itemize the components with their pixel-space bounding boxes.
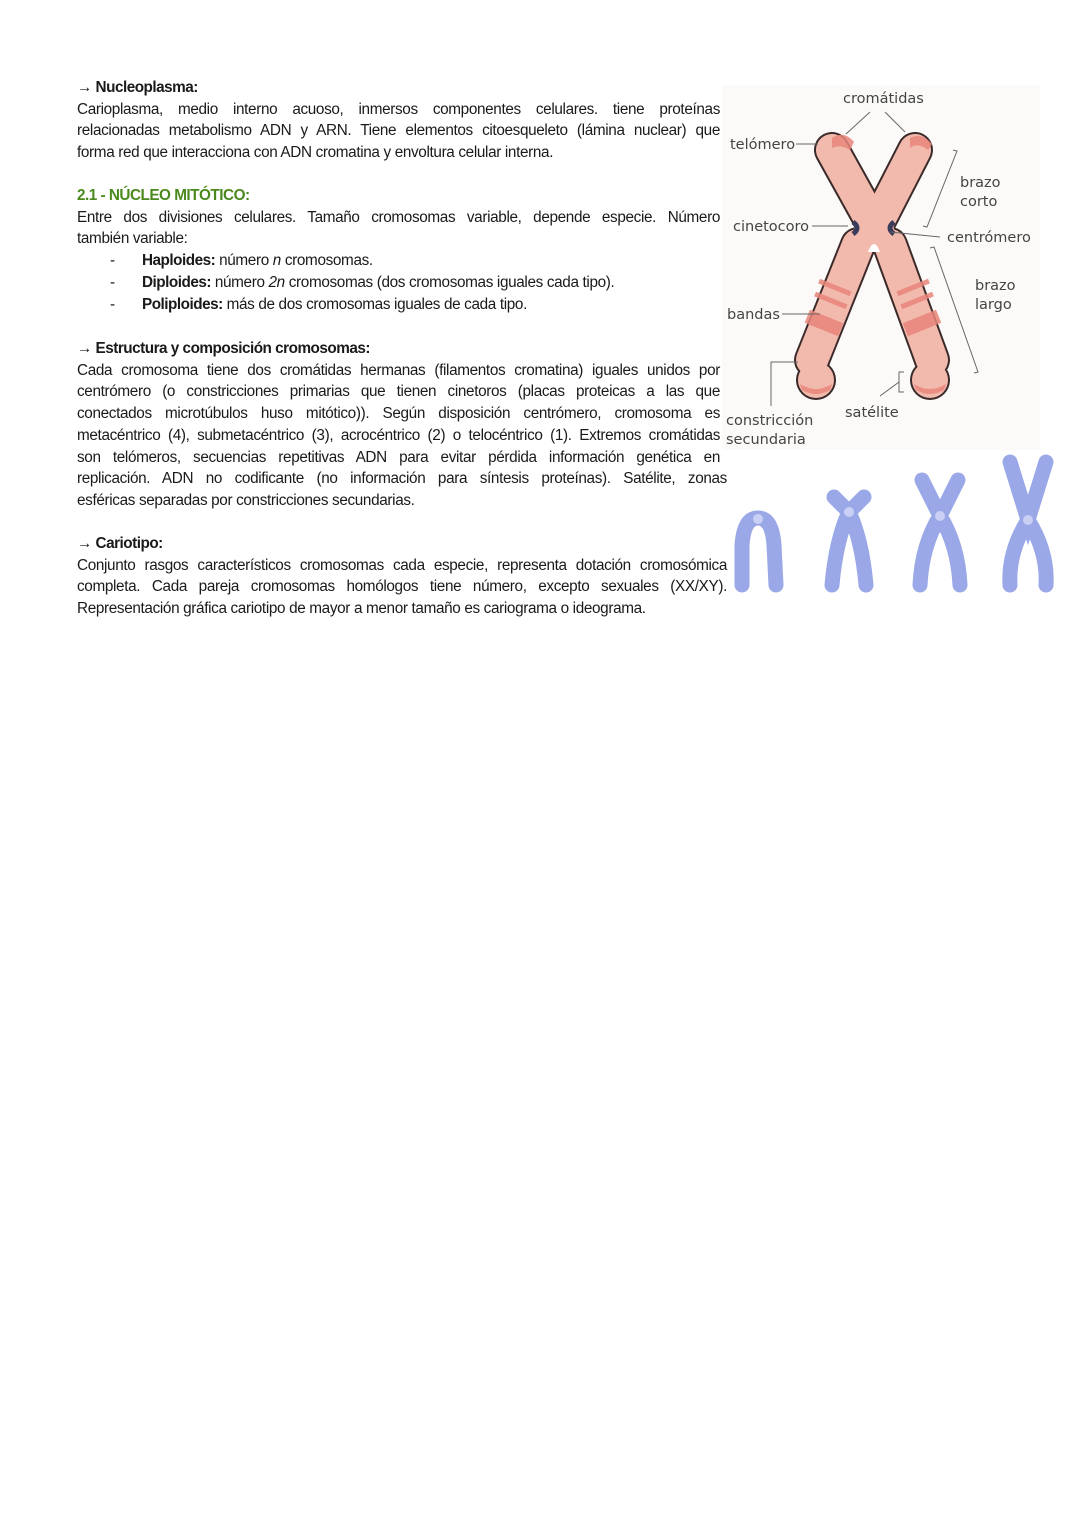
label-centromero: centrómero <box>947 230 1031 246</box>
bullet: - <box>110 273 115 291</box>
paragraph-line: Carioplasma, medio interno acuoso, inmersos componentes celulares. tiene proteínas <box>77 100 720 118</box>
paragraph-line: completa. Cada pareja cromosomas homólogos tiene número, excepto sexuales (XX/XY). <box>77 578 727 596</box>
label-cromatidas: cromátidas <box>843 91 924 107</box>
label-satelite: satélite <box>845 405 899 421</box>
label-constriccion: constricción <box>726 413 814 429</box>
label-brazo-largo: brazo <box>975 278 1016 294</box>
estructura-heading: → Estructura y composición cromosomas: <box>77 340 370 357</box>
label-brazo-corto: brazo <box>960 175 1001 191</box>
nucleoplasma-heading: → Nucleoplasma: <box>77 79 198 96</box>
label-constriccion: secundaria <box>726 432 806 448</box>
term: Poliploides: <box>142 295 223 313</box>
paragraph-line: metacéntrico (4), submetacéntrico (3), acrocéntrico (2) o telocéntrico (1). Extremos cromátidas <box>77 426 720 444</box>
term: Haploides: <box>142 252 216 270</box>
paragraph-line: también variable: <box>77 230 188 248</box>
text: n <box>272 252 281 270</box>
text: cromosomas (dos cromosomas iguales cada tipo). <box>284 273 615 291</box>
label-telomero: telómero <box>730 137 796 153</box>
paragraph-line: Entre dos divisiones celulares. Tamaño cromosomas variable, depende especie. Número <box>77 208 720 226</box>
label-bandas: bandas <box>727 307 780 323</box>
term: Diploides: <box>142 273 211 291</box>
paragraph-line: Representación gráfica cariotipo de mayor a menor tamaño es cariograma o ideograma. <box>77 600 646 618</box>
paragraph-line: relacionadas metabolismo ADN y ARN. Tiene elementos citoesqueleto (lámina nuclear) que <box>77 122 720 140</box>
chromosome-diagram <box>0 0 1080 620</box>
paragraph-line: replicación. ADN no codificante (no información para síntesis proteínas). Satélite, zonas <box>77 470 727 488</box>
paragraph-line: forma red que interacciona con ADN cromatina y envoltura celular interna. <box>77 144 554 162</box>
text: 2n <box>268 273 285 291</box>
label-cinetocoro: cinetocoro <box>733 219 810 235</box>
paragraph-line: esféricas separadas por constricciones secundarias. <box>77 491 415 509</box>
paragraph-line: son telómeros, secuencias repetitivas ADN para evitar pérdida información genética en <box>77 448 720 466</box>
telocentric-chromosome <box>742 518 776 585</box>
paragraph-line: Conjunto rasgos característicos cromosomas cada especie, representa dotación cromosómica <box>77 556 727 574</box>
bullet: - <box>110 252 115 270</box>
paragraph-line: Cada cromosoma tiene dos cromátidas hermanas (filamentos cromatina) iguales unidos por <box>77 361 720 379</box>
paragraph-line: centrómero (o constricciones primarias que tienen cinetoros (placas proteicas a las que <box>77 383 720 401</box>
text: número <box>210 273 269 291</box>
text: número <box>215 252 273 270</box>
cariotipo-heading: → Cariotipo: <box>77 535 163 552</box>
label-brazo-corto: corto <box>960 194 998 210</box>
text: cromosomas. <box>280 252 373 270</box>
label-brazo-largo: largo <box>975 297 1012 313</box>
paragraph-line: conectados microtúbulos huso mitótico)). Según disposición centrómero, cromosoma es <box>77 405 720 423</box>
text: más de dos cromosomas iguales de cada tipo. <box>222 295 527 313</box>
bullet: - <box>110 295 115 313</box>
section-heading: 2.1 - NÚCLEO MITÓTICO: <box>77 187 250 204</box>
chromosome-types <box>742 462 1046 585</box>
submetacentric-chromosome <box>920 480 960 585</box>
